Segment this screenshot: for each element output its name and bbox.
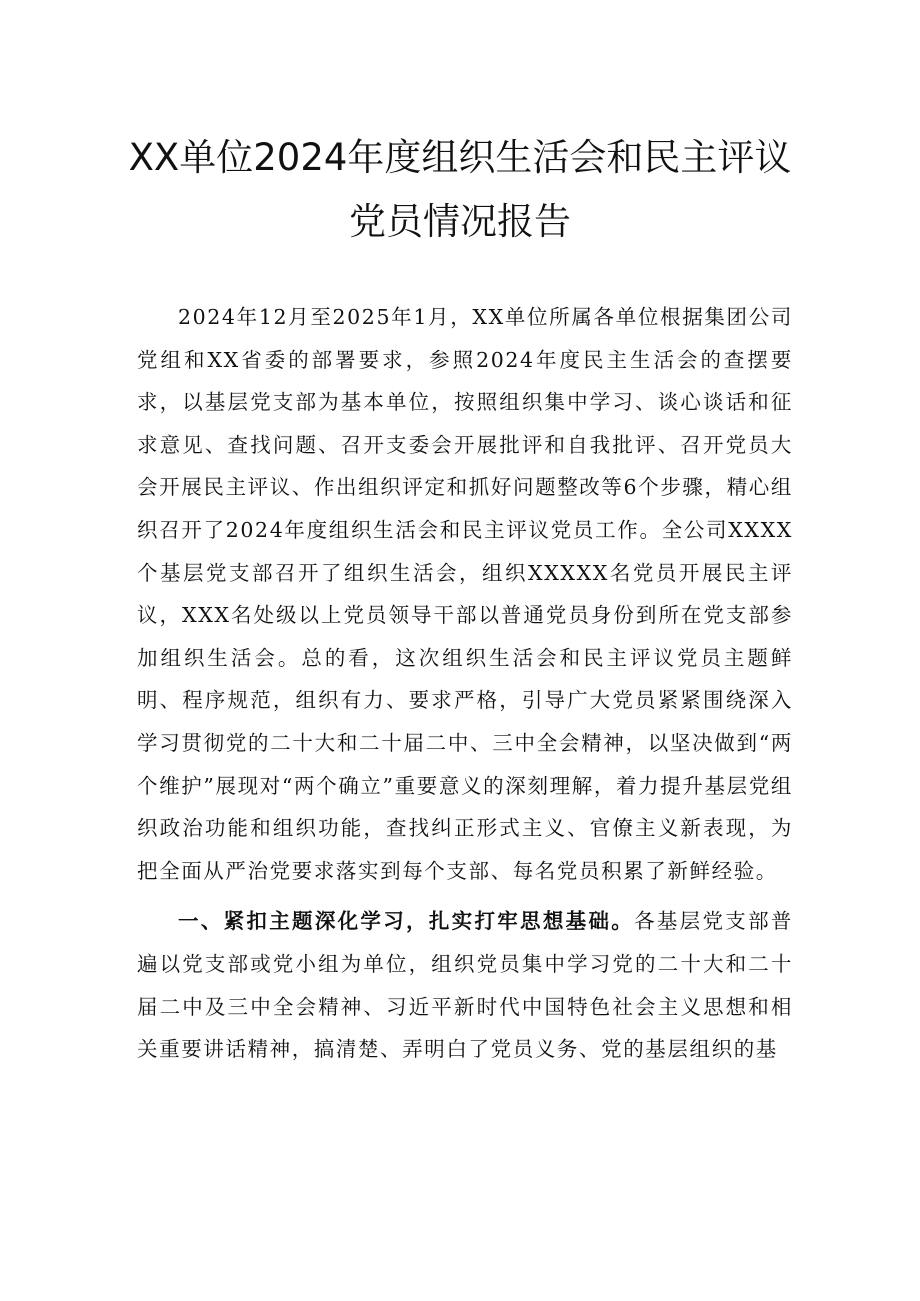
paragraph-section-1 — [137, 900, 793, 1070]
document-body — [137, 296, 793, 1071]
document-title-line-1: XX单位2024年度组织生活会和民主评议 — [128, 136, 792, 179]
section-1-heading: 一、紧扣主题深化学习，扎实打牢思想基础。 — [178, 909, 635, 934]
section-1-text: 各基层党支部普遍以党支部或党小组为单位，组织党员集中学习党的二十大和二十届二中及三中全会精神、习近平新时代中国特色社会主义思想和相关重要讲话精神，搞清楚、弄明白了党员义务、党的基层组织的基 — [137, 909, 794, 1062]
paragraph-intro: 2024年12月至2025年1月，XX单位所属各单位根据集团公司党组和XX省委的部署要求，参照2024年度民主生活会的查摆要求，以基层党支部为基本单位，按照组织集中学习、谈心谈话和征求意见、查找问题、召开支委会开展批评和自我批评、召开党员大会开展民主评议、作出组织评定和抓好问题整改等6个步骤，精心组织召开了2024年度组织生活会和民主评议党员工作。全公司XXXX个基层党支部召开了组织生活会，组织XXXXX名党员开展民主评议，XXX名处级以上党员领导干部以普通党员身份到所在党支部参加组织生活会。总的看，这次组织生活会和民主评议党员主题鲜明、程序规范，组织有力、要求严格，引导广大党员紧紧围绕深入学习贯彻党的二十大和二十届二中、三中全会精神，以坚决做到“两个维护”展现对“两个确立”重要意义的深刻理解，着力提升基层党组织政治功能和组织功能，查找纠正形式主义、官僚主义新表现，为把全面从严治党要求落实到每个支部、每名党员积累了新鲜经验。 — [137, 305, 793, 883]
document-title-line-2: 党员情况报告 — [349, 200, 571, 243]
